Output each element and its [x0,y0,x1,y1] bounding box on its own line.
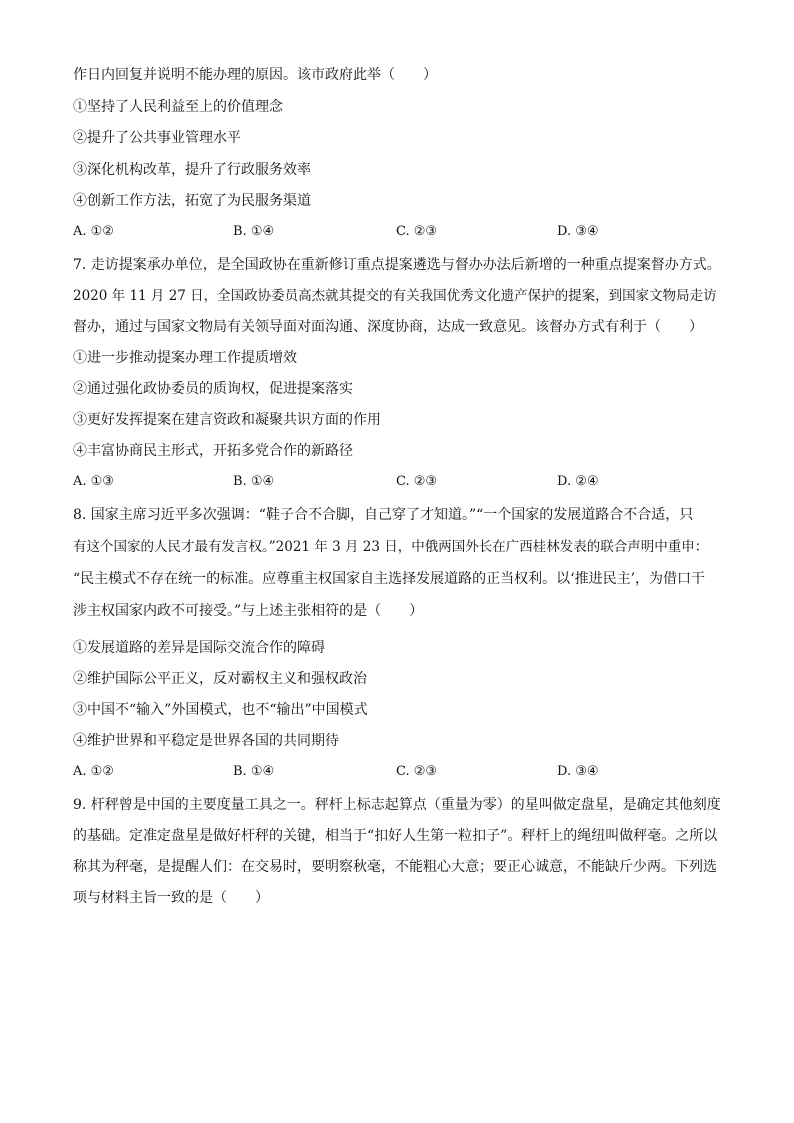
q6-option-b: B. ①④ [233,224,275,239]
q8-stem-line-1: 8. 国家主席习近平多次强调：“鞋子合不合脚，自己穿了才知道。”“一个国家的发展道路合不合适，只 [73,507,694,523]
q7-option-c: C. ②③ [396,474,438,489]
q6-option-c: C. ②③ [396,224,438,239]
q8-item-1: ①发展道路的差异是国际交流合作的障碍 [73,640,325,656]
q8-option-b: B. ①④ [233,764,275,779]
q7-item-1: ①进一步推动提案办理工作提质增效 [73,350,297,366]
q6-option-a: A. ①② [73,224,114,239]
q9-stem-line-2: 的基础。定准定盘星是做好杆秤的关键，相当于“扣好人生第一粒扣子”。秤杆上的绳纽叫做秤毫。之所以 [73,828,718,844]
q8-item-3: ③中国不“输入”外国模式，也不“输出”中国模式 [73,702,368,718]
q7-option-b: B. ①④ [233,474,275,489]
q7-item-3: ③更好发挥提案在建言资政和凝聚共识方面的作用 [73,412,381,428]
q6-item-3: ③深化机构改革，提升了行政服务效率 [73,162,311,178]
q9-stem-line-3: 称其为秤毫，是提醒人们：在交易时，要明察秋毫，不能粗心大意；要正心诚意，不能缺斤少两。下列选 [73,859,717,875]
q8-option-d: D. ③④ [557,764,599,779]
q8-stem-line-4: 涉主权国家内政不可接受。”与上述主张相符的是（ ） [73,603,424,619]
q9-stem-line-1: 9. 杆秤曾是中国的主要度量工具之一。秤杆上标志起算点（重量为零）的星叫做定盘星，是确定其他刻度 [73,797,721,813]
q6-item-1: ①坚持了人民利益至上的价值理念 [73,99,283,115]
q6-item-4: ④创新工作方法，拓宽了为民服务渠道 [73,193,311,209]
q7-stem-line-1: 7. 走访提案承办单位，是全国政协在重新修订重点提案遴选与督办办法后新增的一种重点提案督办方式。 [73,257,721,273]
q8-option-a: A. ①② [73,764,114,779]
q8-stem-line-3: “民主模式不存在统一的标准。应尊重主权国家自主选择发展道路的正当权利。以‘推进民主’，为借口干 [73,571,706,587]
q7-stem-line-2: 2020 年 11 月 27 日，全国政协委员高杰就其提交的有关我国优秀文化遗产保护的提案，到国家文物局走访 [73,288,717,304]
q6-option-d: D. ③④ [557,224,599,239]
q7-stem-line-3: 督办，通过与国家文物局有关领导面对面沟通、深度协商，达成一致意见。该督办方式有利于（ ） [73,319,703,335]
q7-option-d: D. ②④ [557,474,599,489]
q7-item-4: ④丰富协商民主形式，开拓多党合作的新路径 [73,443,353,459]
q8-item-4: ④维护世界和平稳定是世界各国的共同期待 [73,733,339,749]
q8-stem-line-2: 有这个国家的人民才最有发言权。”2021 年 3 月 23 日，中俄两国外长在广西桂林发表的联合声明中重申： [73,539,709,555]
q6-item-2: ②提升了公共事业管理水平 [73,130,241,146]
q7-option-a: A. ①③ [73,474,114,489]
q9-stem-line-4: 项与材料主旨一致的是（ ） [73,890,269,906]
q8-option-c: C. ②③ [396,764,438,779]
q8-item-2: ②维护国际公平正义，反对霸权主义和强权政治 [73,671,367,687]
q6-stem-tail: 作日内回复并说明不能办理的原因。该市政府此举（ ） [73,67,437,83]
q7-item-2: ②通过强化政协委员的质询权，促进提案落实 [73,381,353,397]
